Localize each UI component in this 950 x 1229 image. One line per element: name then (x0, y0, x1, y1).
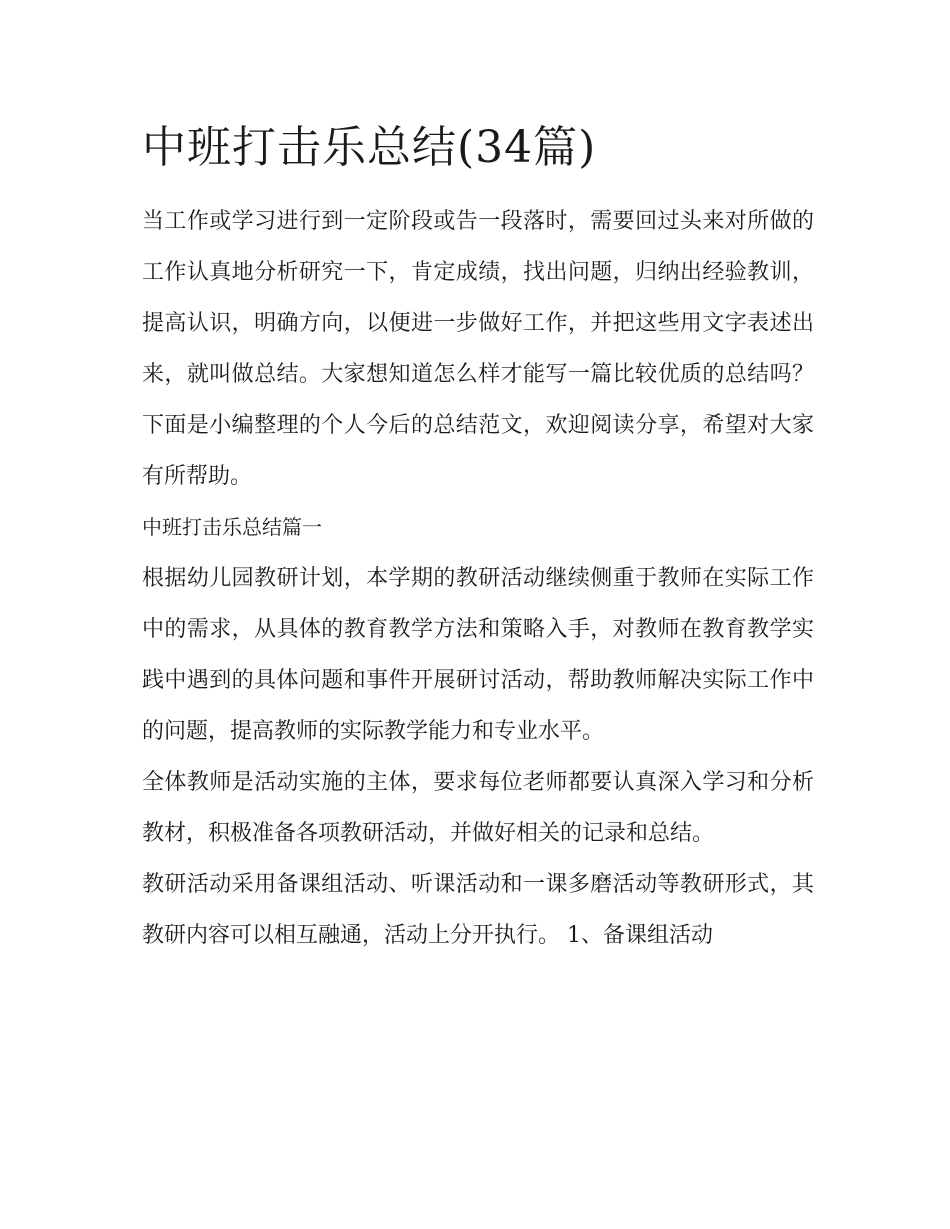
intro-paragraph: 当工作或学习进行到一定阶段或告一段落时，需要回过头来对所做的工作认真地分析研究一下，肯定成绩，找出问题，归纳出经验教训，提高认识，明确方向，以便进一步做好工作，并把这些用文字表述出来，就叫做总结。大家想知道怎么样才能写一篇比较优质的总结吗？下面是小编整理的个人今后的总结范文，欢迎阅读分享，希望对大家有所帮助。 (142, 209, 814, 489)
body-paragraph-2: 全体教师是活动实施的主体，要求每位老师都要认真深入学习和分析教材，积极准备各项教研活动，并做好相关的记录和总结。 (142, 770, 814, 846)
section-heading: 中班打击乐总结篇一 (142, 515, 322, 539)
body-paragraph-1: 根据幼儿园教研计划，本学期的教研活动继续侧重于教师在实际工作中的需求，从具体的教育教学方法和策略入手，对教师在教育教学实践中遇到的具体问题和事件开展研讨活动，帮助教师解决实际工作中的问题，提高教师的实际教学能力和专业水平。 (142, 566, 814, 744)
document-title: 中班打击乐总结(34篇) (142, 122, 597, 173)
document-page (142, 112, 814, 961)
body-paragraph-3: 教研活动采用备课组活动、听课活动和一课多磨活动等教研形式，其教研内容可以相互融通，活动上分开执行。 1、备课组活动 (142, 872, 814, 948)
